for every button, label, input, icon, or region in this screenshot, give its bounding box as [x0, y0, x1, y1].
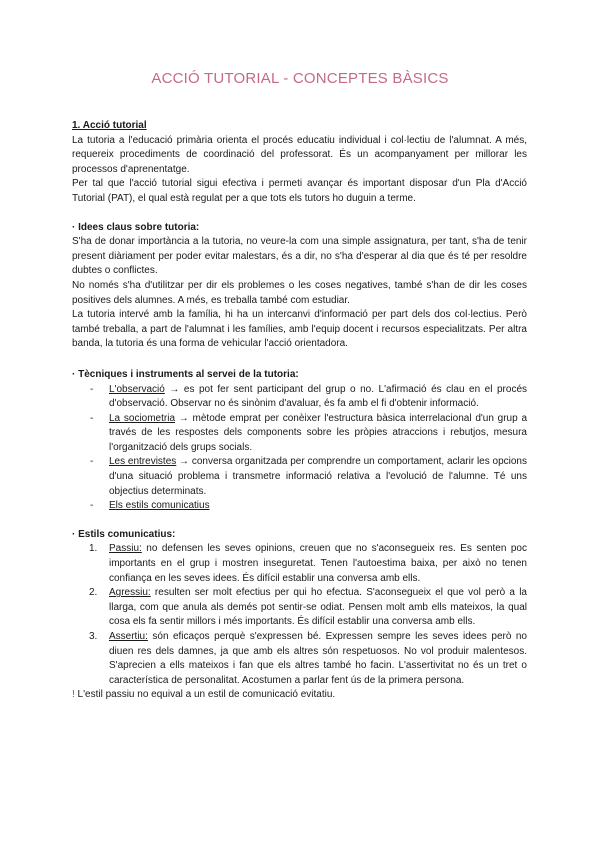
exclamation-icon: ! — [72, 689, 75, 701]
dash-marker: - — [90, 412, 94, 424]
paragraph: Per tal que l'acció tutorial sigui efectiva i permeti avançar és important disposar d'un Pla d'Acció Tutorial (PAT), el qual està regulat per a que tots els tutors ho duguin a terme. — [72, 178, 527, 204]
list-item — [72, 412, 527, 456]
note — [72, 688, 527, 703]
item-text: → conversa organitzada per comprendre un comportament, aclarir les opcions d'una situació problema i transmetre informació relativa a l'evolució de l'alumne. Té uns objectius determinats. — [109, 456, 527, 497]
item-number: 1. — [89, 543, 98, 555]
item-term: L'observació — [109, 383, 165, 395]
techniques-list — [72, 383, 527, 514]
section-estils — [72, 528, 527, 689]
item-term: Passiu: — [109, 543, 142, 555]
section-heading: 1. Acció tutorial — [72, 120, 147, 131]
section-idees-claus — [72, 221, 527, 352]
item-text: no defensen les seves opinions, creuen que no s'aconsegueix res. Es senten poc importants en el grup i mostren inseguretat. Tenen l'autoestima baixa, per això no tenen confiança en les seves idees. És difícil establir una conversa amb ells. — [109, 543, 527, 584]
list-item — [72, 499, 527, 514]
section-heading: · Idees claus sobre tutoria: — [72, 221, 200, 233]
item-text: resulten ser molt efectius per qui ho efectua. S'aconsegueix el que vol però a la llarga, com que anula als demés pot sentir-se odiat. Pensen molt amb ells mateixos, la qual cosa els fa sentir millors i més importants. És difícil establir una conversa amb ells. — [109, 587, 527, 628]
item-text: són eficaços perquè s'expressen bé. Expressen sempre les seves idees però no diuen res dels damnes, ja que amb els altres són respetuosos. No vol produir malentesos. S'aprecien a ells mateixos i fan que els altres també ho facin. L'assertivitat no és un tret o característica de personalitat. Acostumen a parlar fent ús de la primera persona. — [109, 631, 527, 686]
dash-marker: - — [90, 500, 94, 512]
list-item — [72, 586, 527, 630]
paragraph: S'ha de donar importància a la tutoria, no veure-la com una simple assignatura, per tant, s'ha de tenir present diàriament per poder evitar malestars, és a dir, no s'ha d'esperar al dia que és té per resoldre dubtes o conflictes. — [72, 236, 527, 277]
section-heading: · Tècniques i instruments al servei de la tutoria: — [72, 368, 299, 380]
paragraph: La tutoria a l'educació primària orienta el procés educatiu individual i col·lectiu de l'alumnat. A més, requereix procediments de coordinació del professorat. És un acompanyament per millorar les processos d'aprenentatge. — [72, 134, 527, 175]
paragraph: La tutoria intervé amb la família, hi ha un intercanvi d'informació per part dels dos col·lectius. Però també treballa, a part de l'alumnat i les famílies, amb l'equip docent i recursos especialitzats. Per altra banda, la tutoria és una forma de vehicular l'acció orientadora. — [72, 309, 527, 350]
dash-marker: - — [90, 383, 94, 395]
item-term: Agressiu: — [109, 587, 151, 599]
section-heading: · Estils comunicatius: — [72, 528, 176, 540]
list-item — [72, 455, 527, 499]
item-text: → mètode emprat per conèixer l'estructura bàsica interrelacional d'un grup a través de les respostes dels components sobre les pròpies atraccions i rebutjos, mesura l'organització dels grups socials. — [109, 412, 528, 453]
item-term: Les entrevistes — [109, 456, 177, 468]
list-item — [72, 542, 527, 586]
note-text: L'estil passiu no equival a un estil de comunicació evitatiu. — [74, 689, 336, 701]
paragraph: No només s'ha d'utilitzar per dir els problemes o les coses negatives, també s'han de dir les coses positives dels alumnes. A més, es treballa també com estudiar. — [72, 279, 527, 306]
item-term: Assertiu: — [109, 631, 148, 642]
item-number: 3. — [89, 631, 98, 642]
styles-list — [72, 542, 527, 688]
page-title: ACCIÓ TUTORIAL - CONCEPTES BÀSICS — [151, 70, 449, 87]
list-item — [72, 383, 527, 412]
document-body — [72, 119, 527, 703]
section-accio-tutorial — [72, 119, 527, 207]
dash-marker: - — [90, 456, 94, 468]
item-term: La sociometria — [109, 412, 176, 424]
item-term: Els estils comunicatius — [109, 500, 210, 512]
item-text: → es pot fer sent participant del grup o no. L'afirmació és clau en el procés d'observació. Observar no és sinònim d'avaluar, és fa amb el fi d'obtenir informació. — [109, 383, 527, 410]
section-tecniques — [72, 368, 527, 514]
item-number: 2. — [89, 587, 98, 599]
list-item — [72, 630, 527, 688]
